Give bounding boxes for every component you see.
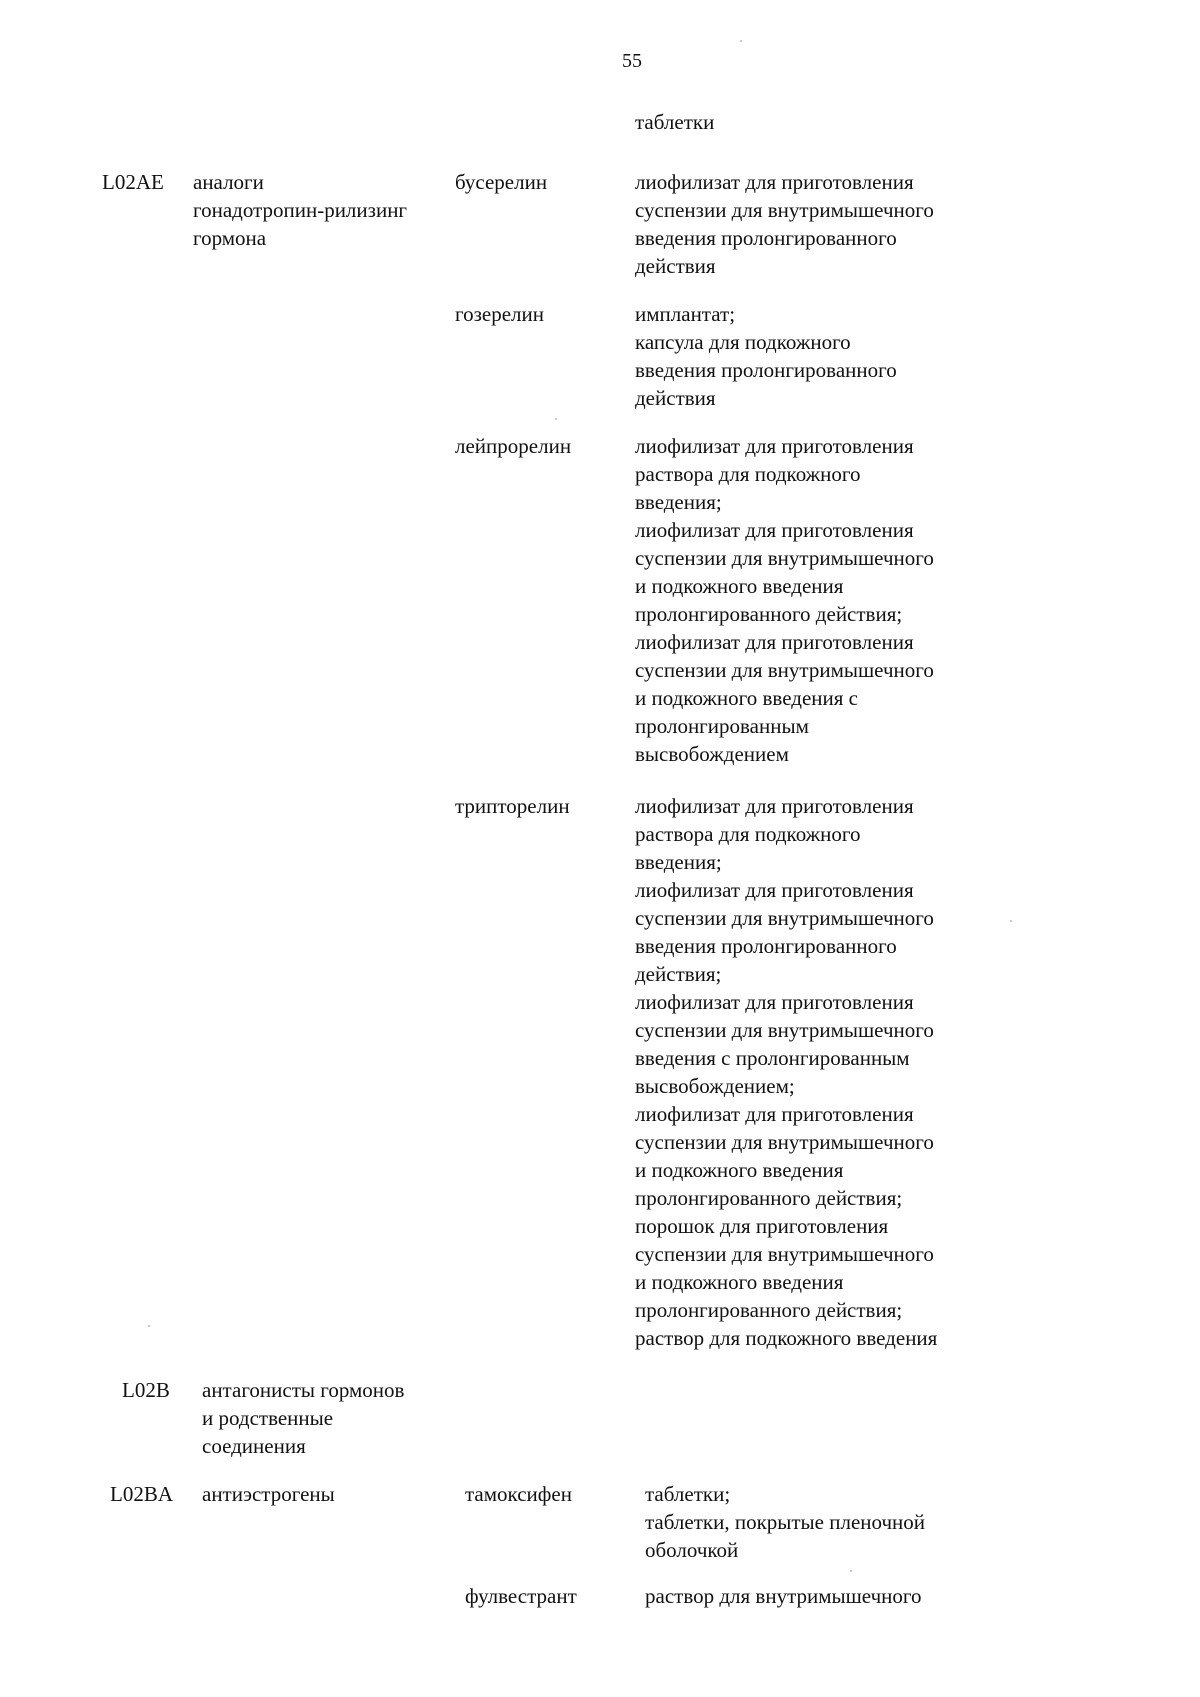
dosage-form: таблетки (635, 110, 715, 134)
drug-name: тамоксифен (465, 1482, 572, 1506)
group-name: антиэстрогены (202, 1482, 335, 1506)
dosage-form: лиофилизат для приготовления раствора для подкожного введения; лиофилизат для приготовления суспензии для внутримышечного введения пролонгированного действия; лиофилизат для приготовления суспензии для внутримышечного введения с пролонгированным высвобождением; лиофилизат для приготовления суспензии для внутримышечного и подкожного введения пролонгированного действия; порошок для приготовления суспензии для внутримышечного и подкожного введения пролонгированного действия; раствор для подкожного введения (635, 794, 938, 1350)
dosage-form: таблетки; таблетки, покрытые пленочной оболочкой (645, 1482, 926, 1562)
scan-speck (850, 1570, 852, 1572)
drug-name: гозерелин (455, 302, 544, 326)
scan-speck (555, 418, 557, 420)
atc-code: L02AE (102, 170, 164, 194)
page-number: 55 (622, 50, 642, 72)
drug-name: лейпрорелин (455, 434, 572, 458)
group-name: антагонисты гормонов и родственные соединения (202, 1378, 405, 1458)
group-name: аналоги гонадотропин-рилизинг гормона (193, 170, 408, 250)
dosage-form: лиофилизат для приготовления раствора для подкожного введения; лиофилизат для приготовления суспензии для внутримышечного и подкожного введения пролонгированного действия; лиофилизат для приготовления суспензии для внутримышечного и подкожного введения с пролонгированным высвобождением (635, 434, 934, 766)
dosage-form: раствор для внутримышечного (645, 1584, 922, 1608)
dosage-form: имплантат; капсула для подкожного введения пролонгированного действия (635, 302, 897, 410)
atc-code: L02B (122, 1378, 170, 1402)
drug-name: бусерелин (455, 170, 548, 194)
dosage-form: лиофилизат для приготовления суспензии для внутримышечного введения пролонгированного действия (635, 170, 934, 278)
scan-speck (148, 1325, 150, 1327)
scan-speck (1010, 920, 1012, 922)
drug-name: фулвестрант (465, 1584, 577, 1608)
scan-speck (740, 40, 742, 42)
atc-code: L02BA (110, 1482, 173, 1506)
drug-name: трипторелин (455, 794, 570, 818)
